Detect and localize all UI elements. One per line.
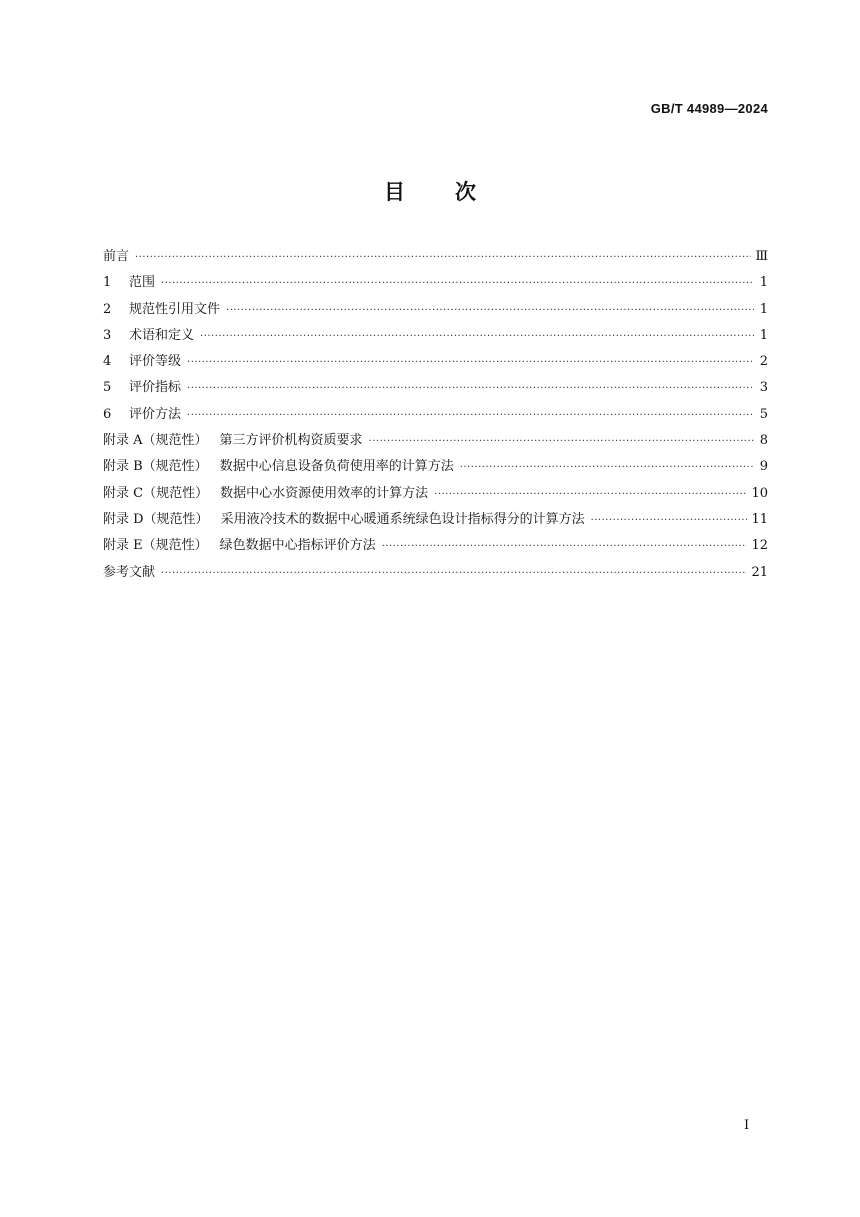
toc-entry-normative-references[interactable] [103, 298, 768, 324]
toc-list [103, 245, 768, 587]
toc-entry-page: 21 [751, 564, 768, 580]
toc-entry-label: 术语和定义 [129, 327, 195, 343]
toc-dot-leader [382, 541, 748, 552]
toc-entry-label-group [103, 403, 187, 422]
toc-dot-leader [187, 410, 754, 421]
toc-dot-leader [591, 515, 748, 526]
toc-entry-label: 采用液冷技术的数据中心暖通系统绿色设计指标得分的计算方法 [220, 511, 585, 527]
toc-entry-evaluation-methods[interactable] [103, 403, 768, 429]
toc-dot-leader [135, 252, 751, 263]
toc-entry-foreword[interactable] [103, 245, 768, 271]
page-number: I [744, 1118, 750, 1133]
toc-entry-label: 评价指标 [129, 380, 182, 396]
toc-entry-page: 11 [751, 511, 768, 527]
toc-dot-leader [161, 568, 747, 579]
toc-entry-scope[interactable] [103, 271, 768, 297]
toc-entry-page: 9 [759, 459, 768, 475]
toc-entry-label: 参考文献 [103, 564, 156, 580]
toc-entry-label-group [103, 429, 369, 448]
toc-entry-annex-d[interactable] [103, 508, 768, 534]
toc-annex-tag: 附录 E（规范性） [103, 538, 208, 554]
toc-entry-bibliography[interactable] [103, 561, 768, 587]
toc-entry-label: 第三方评价机构资质要求 [219, 433, 363, 449]
toc-entry-page: 1 [759, 275, 768, 291]
toc-entry-annex-c[interactable] [103, 482, 768, 508]
toc-annex-tag: 附录 A（规范性） [103, 433, 208, 449]
toc-entry-number: 5 [103, 380, 112, 396]
toc-dot-leader [187, 383, 754, 394]
toc-dot-leader [200, 331, 754, 342]
toc-entry-annex-b[interactable] [103, 455, 768, 481]
toc-annex-tag: 附录 D（规范性） [103, 511, 209, 527]
toc-entry-label: 前言 [103, 249, 130, 264]
toc-annex-tag: 附录 B（规范性） [103, 459, 208, 475]
toc-entry-label: 评价等级 [129, 354, 182, 370]
toc-dot-leader [161, 278, 754, 289]
toc-entry-terms-definitions[interactable] [103, 324, 768, 350]
toc-dot-leader [434, 489, 747, 500]
toc-dot-leader [369, 436, 754, 447]
standard-code: GB/T 44989—2024 [650, 101, 768, 116]
toc-entry-label: 范围 [129, 275, 156, 291]
toc-entry-label: 数据中心信息设备负荷使用率的计算方法 [219, 459, 454, 475]
toc-dot-leader [187, 357, 754, 368]
toc-entry-number: 1 [103, 275, 112, 291]
toc-entry-label-group [103, 298, 226, 317]
toc-entry-number: 4 [103, 354, 112, 370]
toc-entry-page: 1 [759, 301, 768, 317]
toc-entry-number: 6 [103, 406, 112, 422]
toc-entry-page: 5 [759, 406, 768, 422]
toc-entry-label: 数据中心水资源使用效率的计算方法 [220, 485, 429, 501]
toc-entry-label-group [103, 534, 382, 553]
toc-entry-page: 2 [759, 354, 768, 370]
toc-entry-annex-a[interactable] [103, 429, 768, 455]
toc-entry-number: 2 [103, 301, 112, 317]
toc-entry-number: 3 [103, 327, 112, 343]
toc-entry-label-group [103, 455, 460, 474]
toc-entry-label: 规范性引用文件 [129, 301, 221, 317]
toc-entry-label-group [103, 350, 187, 369]
toc-entry-label-group [103, 482, 434, 501]
toc-entry-label: 评价方法 [129, 406, 182, 422]
toc-entry-label-group [103, 271, 161, 290]
toc-entry-label-group [103, 324, 200, 343]
toc-title: 目次 [384, 180, 526, 204]
toc-entry-evaluation-indicators[interactable] [103, 376, 768, 402]
toc-entry-page: 3 [759, 380, 768, 396]
toc-entry-page: 1 [759, 327, 768, 343]
toc-entry-annex-e[interactable] [103, 534, 768, 560]
toc-entry-page: 12 [751, 538, 768, 554]
toc-entry-page: Ⅲ [755, 249, 768, 264]
toc-dot-leader [226, 305, 754, 316]
toc-entry-page: 8 [759, 433, 768, 449]
toc-entry-label: 绿色数据中心指标评价方法 [219, 538, 376, 554]
toc-entry-evaluation-grades[interactable] [103, 350, 768, 376]
toc-entry-page: 10 [751, 485, 768, 501]
toc-annex-tag: 附录 C（规范性） [103, 485, 209, 501]
toc-entry-label-group [103, 508, 591, 527]
toc-dot-leader [460, 462, 754, 473]
toc-entry-label-group [103, 376, 187, 395]
